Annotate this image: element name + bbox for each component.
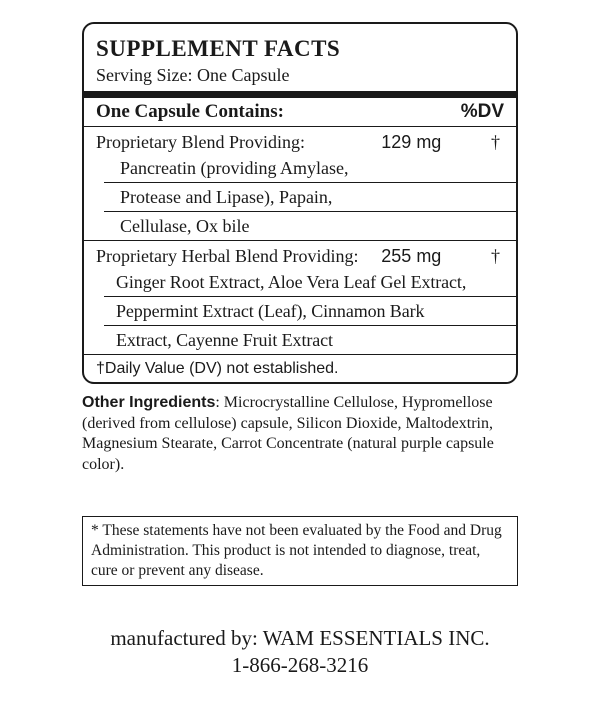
ingredient-line: Cellulase, Ox bile: [120, 216, 250, 236]
blend-row: [96, 241, 504, 268]
contains-label: One Capsule Contains:: [96, 101, 284, 122]
supplement-facts-panel: [82, 22, 518, 384]
dv-label: %DV: [460, 101, 504, 122]
ingredient-line: Pancreatin (providing Amylase,: [120, 158, 349, 178]
manufacturer-name: manufactured by: WAM ESSENTIALS INC.: [110, 626, 490, 650]
blend-amount: 129 mg: [381, 132, 442, 152]
other-ingredients: [82, 393, 522, 475]
blend-dv: †: [491, 132, 500, 152]
other-ingredients-label: Other Ingredients: [82, 394, 216, 411]
ingredient-line: Protease and Lipase), Papain,: [120, 187, 333, 207]
blend-amount: 255 mg: [381, 246, 442, 266]
ingredient-line: Peppermint Extract (Leaf), Cinnamon Bark: [116, 301, 425, 321]
blend-name: Proprietary Blend Providing:: [96, 132, 305, 152]
blend-dv: †: [491, 246, 500, 266]
blend-row: [96, 127, 504, 154]
serving-size: Serving Size: One Capsule: [96, 65, 290, 85]
ingredient-line: Ginger Root Extract, Aloe Vera Leaf Gel Extract,: [116, 272, 467, 292]
facts-header-row: [96, 98, 504, 126]
thick-divider: [84, 91, 516, 98]
fda-disclaimer: * These statements have not been evaluated by the Food and Drug Administration. This product is not intended to diagnose, treat, cure or prevent any disease.: [82, 516, 518, 586]
manufacturer-phone: 1-866-268-3216: [231, 653, 369, 677]
manufacturer-info: [0, 625, 600, 679]
ingredient-line: Extract, Cayenne Fruit Extract: [116, 330, 333, 350]
other-ingredients-text: : Microcrystalline Cellulose, Hypromellose (derived from cellulose) capsule, Silicon Dioxide, Maltodextrin, Magnesium Stearate, Carrot Concentrate (natural purple capsule color).: [82, 394, 494, 473]
blend-name: Proprietary Herbal Blend Providing:: [96, 246, 359, 266]
facts-title: SUPPLEMENT FACTS: [96, 36, 341, 61]
dv-footnote: †Daily Value (DV) not established.: [96, 360, 339, 377]
